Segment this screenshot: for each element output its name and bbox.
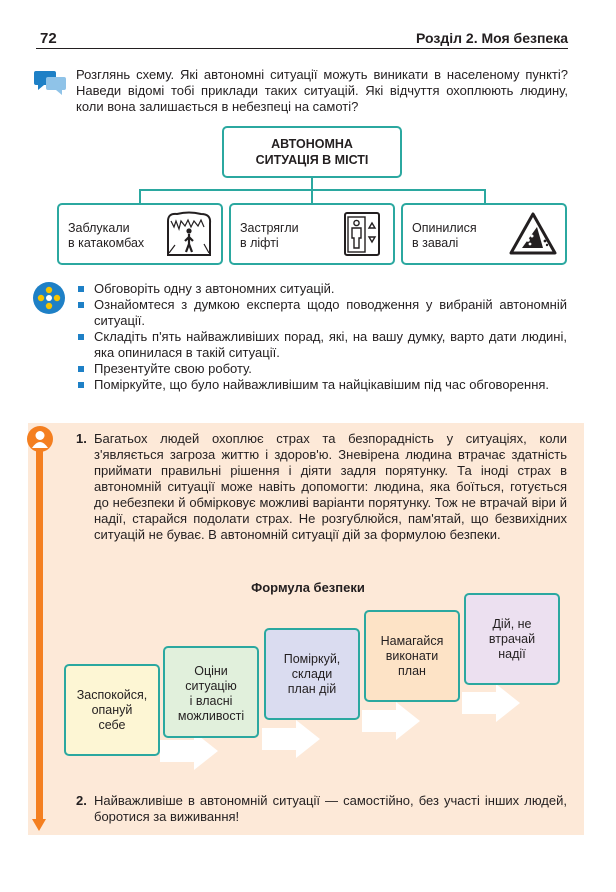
- paragraph-text: Багатьох людей охоплює страх та безпорадність у ситуаціях, коли з'являється загроза життю і здоров'ю. Зневірена людина втрачає здатність приймати правильні рішення і діяти задля порятунку. Та іноді страх в автономній ситуації може навіть допомогти: людина, яка боїться, готується до небезпеки й обмірковує можливі варіанти порятунку. Тож не втрачай віри й надії, старайся подолати страх. Не розгублюйся, пам'ятай, що безвихідних ситуацій не буває. В автономній ситуації дій за формулою безпеки.: [94, 431, 567, 542]
- situation-line2: в ліфті: [240, 236, 279, 250]
- list-item: Обговоріть одну з автономних ситуацій.: [75, 281, 567, 297]
- scheme-connector: [139, 189, 141, 203]
- page-number: 72: [40, 30, 57, 47]
- scheme-main-line2: СИТУАЦІЯ В МІСТІ: [255, 153, 369, 167]
- formula-arrow: [362, 702, 420, 740]
- situation-box-collapse: [401, 203, 567, 265]
- situation-line1: Застрягли: [240, 221, 299, 235]
- situation-line1: Заблукали: [68, 221, 130, 235]
- formula-title: Формула безпеки: [251, 580, 365, 595]
- task-list: [75, 281, 567, 393]
- elevator-icon: [337, 211, 385, 257]
- formula-step-3: Поміркуй, склади план дій: [264, 628, 360, 720]
- situation-line2: в катакомбах: [68, 236, 145, 250]
- scheme-connector: [311, 189, 313, 203]
- list-item: Презентуйте свою роботу.: [75, 361, 567, 377]
- bar-arrow-icon: [29, 819, 49, 833]
- intro-text: Розглянь схему. Які автономні ситуації можуть виникати в населеному пункті? Наведи відомі тобі приклади таких ситуацій. Які відчуття охоплюють людину, коли вона залишається в небезпеці на самоті?: [76, 67, 568, 114]
- expert-paragraph-1: [77, 431, 567, 543]
- speech-bubbles-icon: [34, 68, 68, 96]
- list-item: Ознайомтеся з думкою експерта щодо поводження у вибраній автономній ситуації.: [75, 297, 567, 329]
- scheme-main-box: [222, 126, 402, 178]
- formula-step-1: Заспокойся, опануй себе: [64, 664, 160, 756]
- situation-box-catacombs: [57, 203, 223, 265]
- formula-step-2: Оціни ситуацію і власні можливості: [163, 646, 259, 738]
- formula-arrow: [262, 720, 320, 758]
- formula-arrow: [462, 684, 520, 722]
- list-item: Поміркуйте, що було найважливішим та найцікавішим під час обговорення.: [75, 377, 567, 393]
- formula-step-5: Дій, не втрачай надії: [464, 593, 560, 685]
- rockfall-warning-icon: [509, 211, 557, 257]
- expert-paragraph-2: [77, 793, 567, 825]
- scheme-main-line1: АВТОНОМНА: [271, 137, 353, 151]
- page-header: [36, 26, 568, 49]
- section-title: Розділ 2. Моя безпека: [416, 30, 568, 46]
- expert-person-icon: [26, 425, 54, 453]
- situation-line1: Опинилися: [412, 221, 477, 235]
- paragraph-number: 1.: [76, 431, 87, 446]
- catacomb-person-icon: [165, 211, 213, 257]
- expert-panel-bar: [36, 445, 43, 823]
- situation-box-elevator: [229, 203, 395, 265]
- paragraph-text: Найважливіше в автономній ситуації — самостійно, без участі інших людей, боротися за виживання!: [94, 793, 567, 824]
- paragraph-number: 2.: [76, 793, 87, 808]
- scheme-connector: [484, 189, 486, 203]
- list-item: Складіть п'ять найважливіших порад, які, на вашу думку, варто дати людині, яка опинилася в такій ситуації.: [75, 329, 567, 361]
- situation-line2: в завалі: [412, 236, 459, 250]
- formula-step-4: Намагайся виконати план: [364, 610, 460, 702]
- group-work-icon: [32, 281, 66, 315]
